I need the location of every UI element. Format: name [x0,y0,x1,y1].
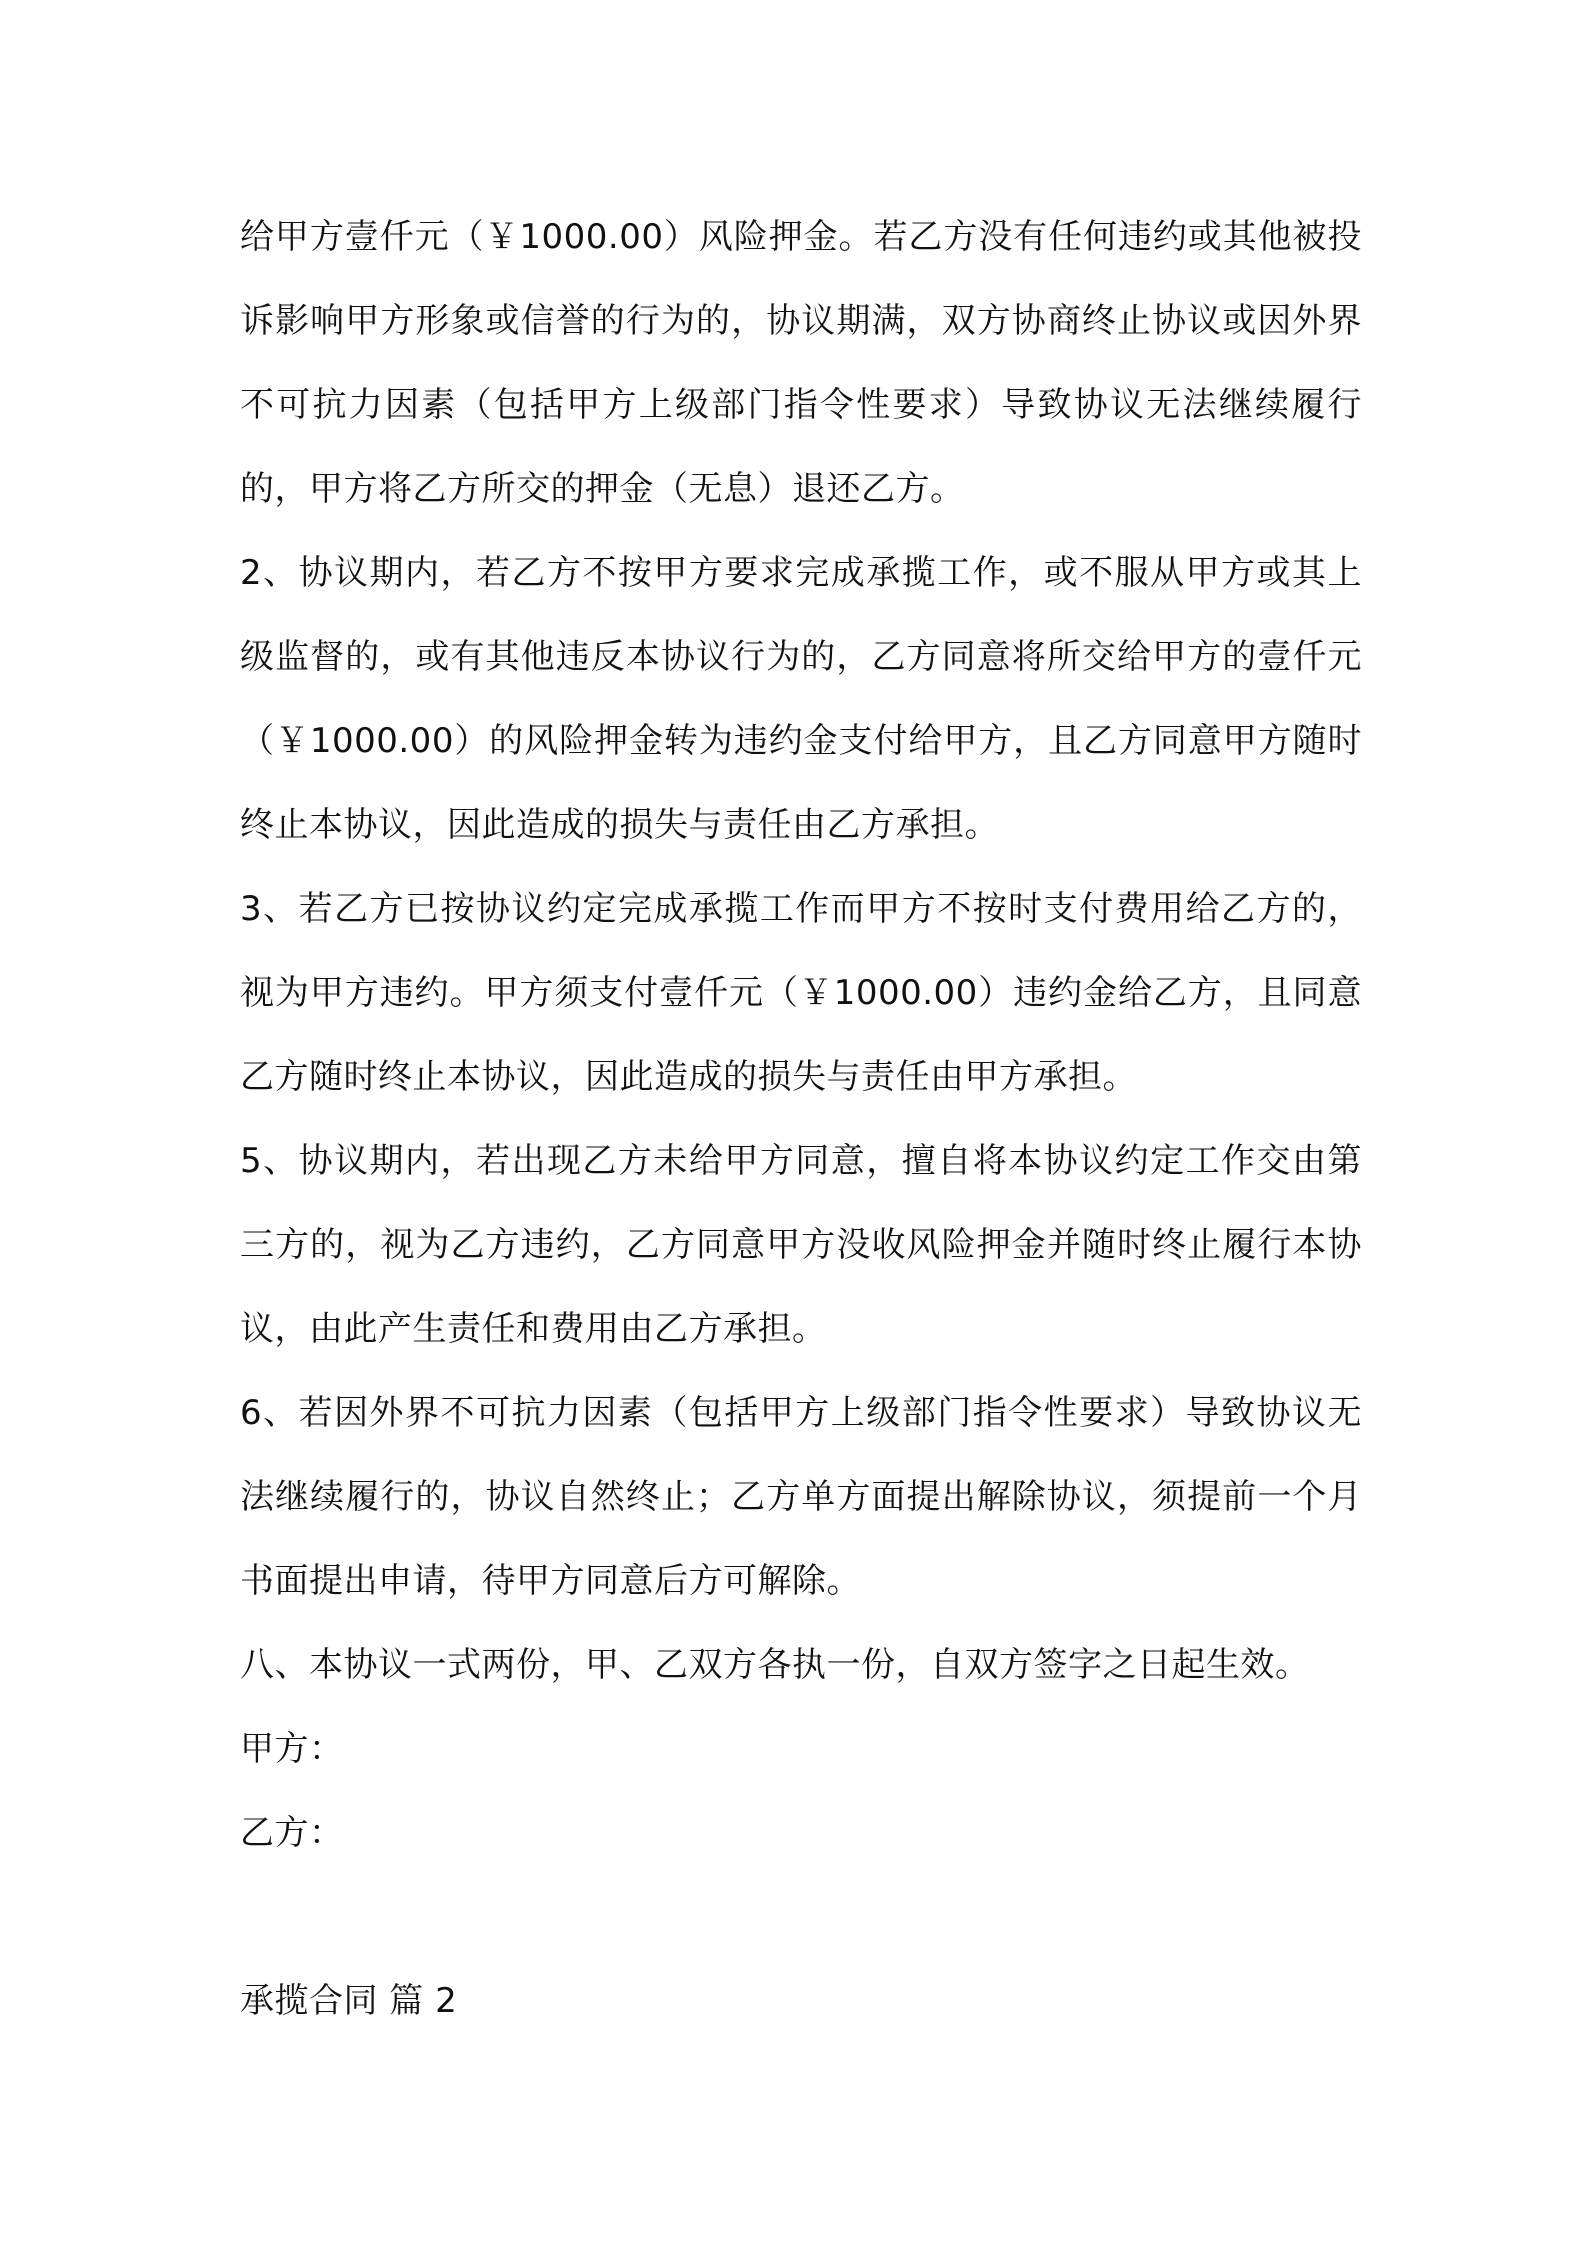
paragraph-deposit-terms: 给甲方壹仟元（￥1000.00）风险押金。若乙方没有任何违约或其他被投诉影响甲方形象或信誉的行为的，协议期满，双方协商终止协议或因外界不可抗力因素（包括甲方上级部门指令性要求）导致协议无法继续履行的，甲方将乙方所交的押金（无息）退还乙方。 [240,217,1362,509]
document-body [240,195,1362,2043]
paragraph-clause-6: 6、若因外界不可抗力因素（包括甲方上级部门指令性要求）导致协议无法继续履行的，协议自然终止；乙方单方面提出解除协议，须提前一个月书面提出申请，待甲方同意后方可解除。 [240,1393,1362,1601]
section-title: 承揽合同 篇 2 [240,1981,458,2021]
paragraph-clause-3: 3、若乙方已按协议约定完成承揽工作而甲方不按时支付费用给乙方的，视为甲方违约。甲方须支付壹仟元（￥1000.00）违约金给乙方，且同意乙方随时终止本协议，因此造成的损失与责任由甲方承担。 [240,889,1362,1097]
paragraph-clause-8: 八、本协议一式两份，甲、乙双方各执一份，自双方签字之日起生效。 [240,1645,1310,1685]
party-b-signature-label: 乙方： [240,1813,344,1853]
party-a-signature-label: 甲方： [240,1729,344,1769]
paragraph-clause-5: 5、协议期内，若出现乙方未给甲方同意，擅自将本协议约定工作交由第三方的，视为乙方违约，乙方同意甲方没收风险押金并随时终止履行本协议，由此产生责任和费用由乙方承担。 [240,1141,1362,1349]
paragraph-clause-2: 2、协议期内，若乙方不按甲方要求完成承揽工作，或不服从甲方或其上级监督的，或有其他违反本协议行为的，乙方同意将所交给甲方的壹仟元（￥1000.00）的风险押金转为违约金支付给甲方，且乙方同意甲方随时终止本协议，因此造成的损失与责任由乙方承担。 [240,553,1362,845]
